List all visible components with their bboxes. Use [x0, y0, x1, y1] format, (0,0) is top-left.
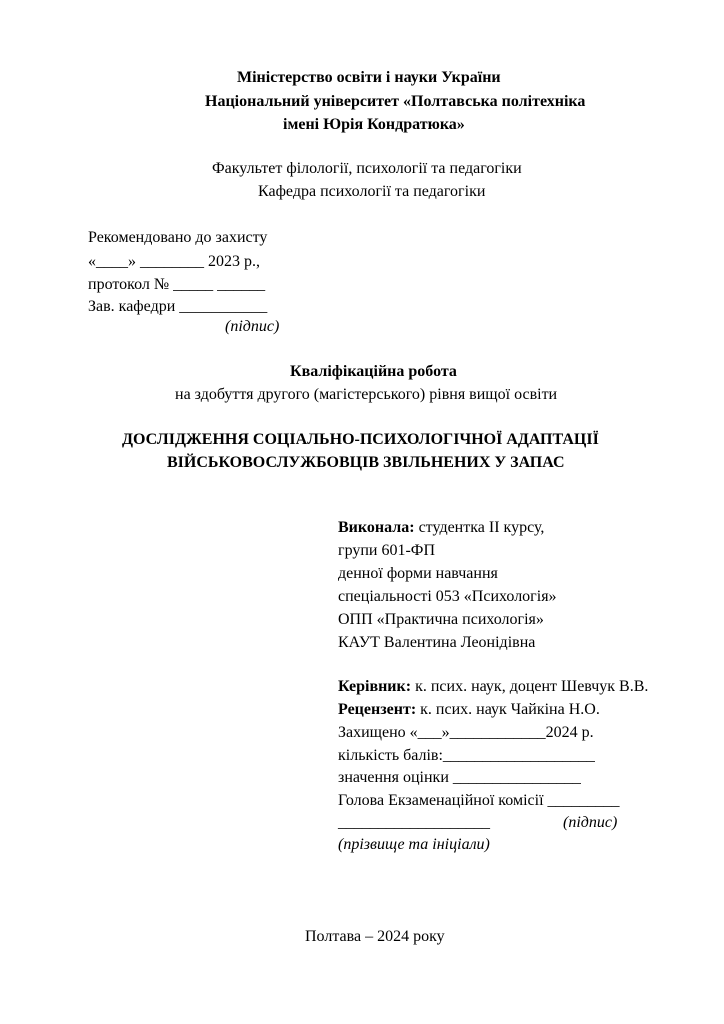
recommendation-date: «____» ________ 2023 р.,	[88, 253, 260, 270]
author-course: студентка ІІ курсу,	[414, 519, 545, 536]
university-name-line2: імені Юрія Кондратюка»	[283, 116, 465, 133]
commission-signature-note: (підпис)	[563, 814, 618, 831]
supervisor-label: Керівник:	[338, 678, 412, 695]
recommendation-line1: Рекомендовано до захисту	[88, 229, 268, 246]
recommendation-head: Зав. кафедри ___________	[88, 298, 268, 315]
commission-head-line: Голова Екзаменаційної комісії _________	[338, 792, 620, 809]
points-line: кількість балів:___________________	[338, 747, 595, 764]
work-title-line2: ВІЙСЬКОВОСЛУЖБОВЦІВ ЗВІЛЬНЕНИХ У ЗАПАС	[167, 454, 565, 471]
author-name: КАУТ Валентина Леонідівна	[338, 634, 536, 651]
supervisor-name: к. псих. наук, доцент Шевчук В.В.	[411, 678, 649, 695]
commission-signature-line: ___________________	[338, 814, 490, 831]
supervisor-line	[338, 677, 648, 697]
defended-date: Захищено «___»____________2024 р.	[338, 724, 594, 741]
faculty-name: Факультет філології, психології та педагогіки	[212, 160, 522, 177]
author-study-form: денної форми навчання	[338, 565, 498, 582]
author-specialty: спеціальності 053 «Психологія»	[338, 588, 557, 605]
author-line1	[338, 518, 544, 538]
work-title-line1: ДОСЛІДЖЕННЯ СОЦІАЛЬНО-ПСИХОЛОГІЧНОЇ АДАПТАЦІЇ	[122, 431, 599, 448]
work-type: Кваліфікаційна робота	[290, 363, 457, 380]
signature-note: (підпис)	[225, 318, 280, 335]
name-note: (прізвище та ініціали)	[338, 836, 490, 853]
reviewer-label: Рецензент:	[338, 701, 417, 718]
author-label: Виконала:	[338, 519, 415, 536]
department-name: Кафедра психології та педагогіки	[258, 183, 486, 200]
place-year: Полтава – 2024 року	[305, 928, 445, 945]
reviewer-line	[338, 700, 600, 720]
author-group: групи 601-ФП	[338, 542, 435, 559]
university-name-line1: Національний університет «Полтавська політехніка	[205, 93, 586, 110]
recommendation-protocol: протокол № _____ ______	[88, 276, 266, 293]
reviewer-name: к. псих. наук Чайкіна Н.О.	[416, 701, 600, 718]
grade-line: значення оцінки ________________	[338, 769, 581, 786]
author-program: ОПП «Практична психологія»	[338, 611, 544, 628]
work-degree: на здобуття другого (магістерського) рівня вищої освіти	[175, 386, 558, 403]
ministry-name: Міністерство освіти і науки України	[237, 69, 501, 86]
